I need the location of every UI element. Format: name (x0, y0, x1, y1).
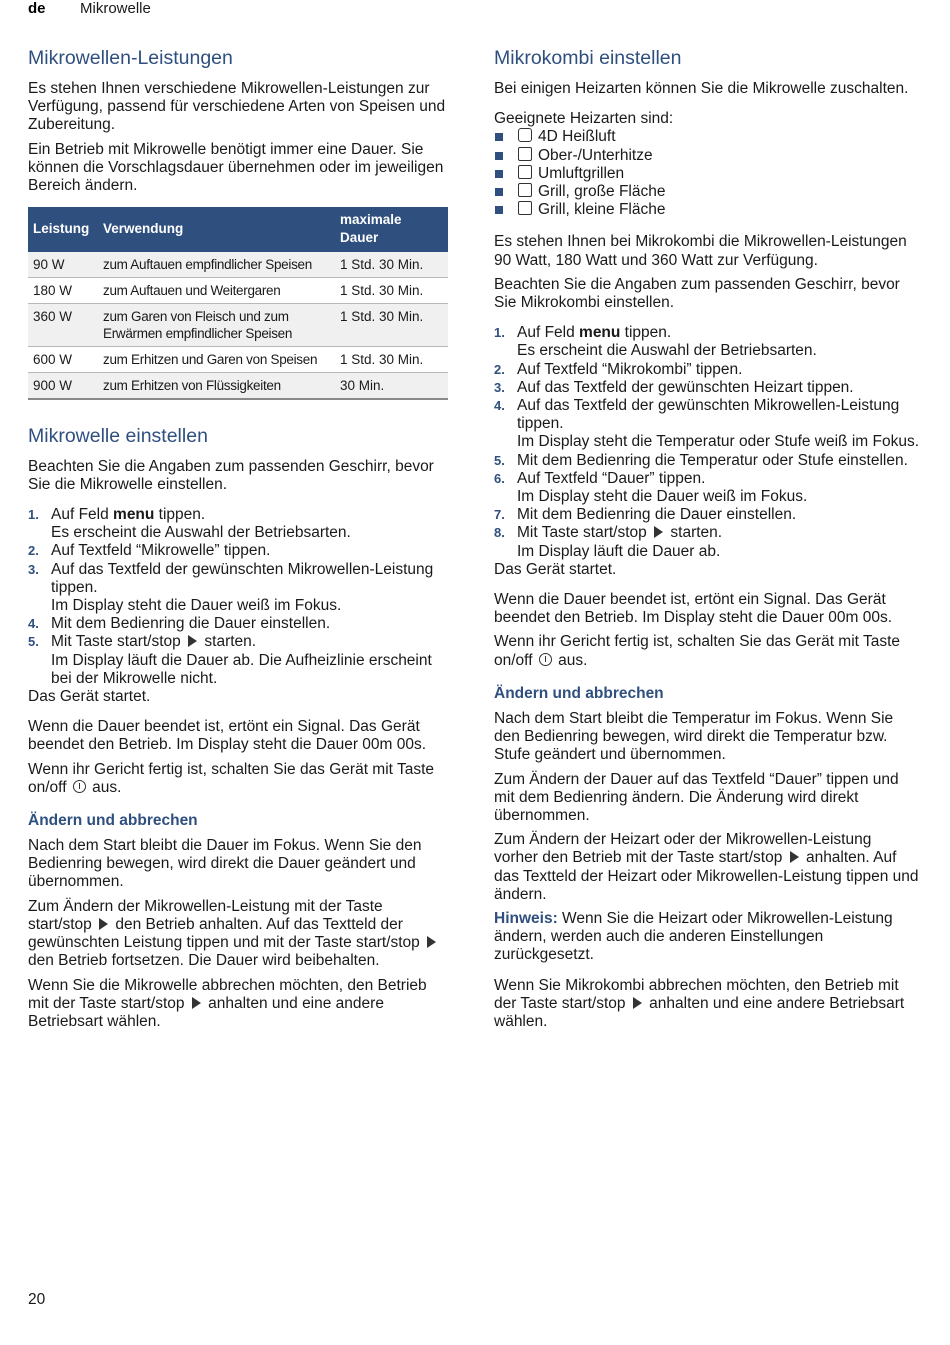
list-item (494, 361, 919, 379)
paragraph: Es stehen Ihnen verschiedene Mikrowellen-Leistungen zur Verfügung, passend für verschiedene Arten von Speisen und Zubereitung. (28, 80, 446, 134)
bullet-icon (495, 152, 503, 160)
heading-aendern-abbrechen: Ändern und abbrechen (28, 812, 198, 830)
step-number: 6. (494, 470, 505, 486)
text: Wenn ihr Gericht fertig ist, schalten Sie das Gerät mit Taste on/off (494, 633, 901, 669)
step-number: 4. (494, 398, 505, 414)
list-item (494, 147, 919, 165)
text: den Betrieb fortsetzen. Die Dauer wird beibehalten. (28, 952, 380, 970)
text: Wenn Sie Mikrokombi abbrechen möchten, den Betrieb mit der Taste start/stop (494, 976, 899, 1012)
list-item (494, 524, 919, 560)
paragraph: Nach dem Start bleibt die Dauer im Fokus. Wenn Sie den Bedienring bewegen, wird direkt die Dauer geändert und übernommen. (28, 837, 422, 891)
paragraph (28, 761, 448, 797)
step-text: Auf Textfeld “Mikrokombi” tippen. (517, 360, 743, 378)
paragraph (28, 898, 448, 971)
heading-mikrokombi-einstellen: Mikrokombi einstellen (494, 47, 682, 69)
start-stop-icon (654, 526, 663, 538)
step-text: tippen. (154, 506, 206, 524)
text: Wenn Sie die Mikrowelle abbrechen möchten, den Betrieb mit der Taste start/stop (28, 976, 427, 1012)
heading-mikrowellen-leistungen: Mikrowellen-Leistungen (28, 47, 233, 69)
heating-mode-label: 4D Heißluft (538, 128, 616, 146)
step-text: Auf Feld (517, 324, 580, 342)
text: den Betrieb anhalten. Auf das Textteld der gewünschten Leistung tippen und mit der Taste start/stop (28, 915, 425, 952)
on-off-icon (539, 653, 552, 666)
step-text: starten. (666, 524, 723, 542)
note-paragraph (494, 910, 919, 965)
menu-keyword: menu (113, 506, 155, 524)
step-text: Mit Taste start/stop (517, 524, 652, 542)
heating-mode-label: Ober-/Unterhitze (538, 146, 653, 164)
list-item (494, 506, 919, 524)
table-cell: 360 W (28, 303, 98, 346)
step-number: 2. (28, 543, 39, 559)
table-cell: 600 W (28, 346, 98, 372)
right-column (494, 46, 919, 1037)
table-cell: zum Erhitzen und Garen von Speisen (98, 346, 335, 372)
list-item (494, 470, 919, 506)
heating-modes-list (494, 128, 919, 219)
start-stop-icon (192, 997, 201, 1009)
step-number: 3. (28, 561, 39, 577)
4d-hot-air-icon (518, 128, 532, 142)
step-text: tippen. (620, 324, 672, 342)
step-result: Es erscheint die Auswahl der Betriebsarten. (517, 342, 817, 360)
steps-list (494, 324, 919, 561)
start-stop-icon (99, 918, 108, 930)
step-number: 5. (494, 452, 505, 468)
table-cell: 1 Std. 30 Min. (335, 252, 448, 278)
start-stop-icon (427, 936, 436, 948)
table-row (28, 303, 448, 346)
step-result: Im Display steht die Dauer weiß im Fokus. (517, 488, 808, 506)
paragraph: Bei einigen Heizarten können Sie die Mikrowelle zuschalten. (494, 80, 909, 97)
step-result: Im Display steht die Temperatur oder Stufe weiß im Fokus. (517, 433, 920, 451)
paragraph: Es stehen Ihnen bei Mikrokombi die Mikrowellen-Leistungen 90 Watt, 180 Watt und 360 Watt zur Verfügung. (494, 233, 907, 269)
grill-large-icon (518, 183, 532, 197)
text: aus. (87, 778, 122, 796)
step-result: Im Display läuft die Dauer ab. (517, 542, 721, 560)
step-number: 1. (494, 325, 505, 341)
paragraph (494, 977, 919, 1032)
step-text: Mit dem Bedienring die Temperatur oder Stufe einstellen. (517, 451, 908, 469)
list-item (494, 201, 919, 219)
paragraph (28, 977, 448, 1032)
table-cell: zum Auftauen empfindlicher Speisen (98, 252, 335, 278)
paragraph (494, 633, 919, 669)
list-item (494, 324, 919, 360)
paragraph: Wenn die Dauer beendet ist, ertönt ein Signal. Das Gerät beendet den Betrieb. Im Display steht die Dauer 00m 00s. (28, 718, 427, 754)
table-cell: zum Auftauen und Weitergaren (98, 277, 335, 303)
bullet-icon (495, 133, 503, 141)
list-item (494, 165, 919, 183)
paragraph (494, 831, 919, 904)
table-cell: 1 Std. 30 Min. (335, 277, 448, 303)
bullet-icon (495, 170, 503, 178)
step-number: 4. (28, 616, 39, 632)
text: aus. (553, 651, 588, 669)
step-text: Mit dem Bedienring die Dauer einstellen. (517, 506, 797, 524)
list-item (494, 183, 919, 201)
step-number: 5. (28, 634, 39, 650)
text: Wenn ihr Gericht fertig ist, schalten Sie das Gerät mit Taste on/off (28, 760, 435, 796)
note-text: Wenn Sie die Heizart oder Mikrowellen-Leistung ändern, werden auch die anderen Einstellungen zurückgesetzt. (494, 909, 893, 964)
start-stop-icon (790, 851, 799, 863)
step-text: Auf das Textfeld der gewünschten Heizart tippen. (517, 378, 854, 396)
heading-aendern-abbrechen: Ändern und abbrechen (494, 684, 664, 702)
list-item (28, 615, 448, 633)
step-text: Auf Feld (51, 506, 114, 524)
power-table (28, 207, 448, 399)
list-item (28, 542, 448, 560)
top-bottom-heat-icon (518, 147, 532, 161)
steps-list (28, 506, 448, 688)
step-result: Im Display steht die Dauer weiß im Fokus. (51, 597, 342, 615)
grill-small-icon (518, 201, 532, 215)
table-cell: 30 Min. (335, 372, 448, 399)
list-item (28, 633, 448, 688)
heading-mikrowelle-einstellen: Mikrowelle einstellen (28, 424, 208, 447)
text: anhalten und eine andere Betriebsart wählen. (494, 994, 905, 1030)
step-text: Auf das Textfeld der gewünschten Mikrowellen-Leistung tippen. (51, 560, 434, 596)
step-number: 1. (28, 507, 39, 523)
paragraph: Geeignete Heizarten sind: (494, 110, 674, 128)
paragraph: Nach dem Start bleibt die Temperatur im Fokus. Wenn Sie den Bedienring bewegen, wird direkt die Temperatur bzw. Stufe geändert und übernommen. (494, 709, 894, 764)
text: Zum Ändern der Heizart oder der Mikrowellen-Leistung vorher den Betrieb mit der Taste start/stop (494, 831, 872, 867)
page-header (28, 0, 151, 18)
paragraph: Beachten Sie die Angaben zum passenden Geschirr, bevor Sie Mikrokombi einstellen. (494, 275, 900, 312)
note-label: Hinweis: (494, 909, 558, 927)
paragraph: Das Gerät startet. (28, 688, 151, 706)
heating-mode-label: Grill, kleine Fläche (538, 201, 666, 219)
bullet-icon (495, 206, 503, 214)
menu-keyword: menu (579, 324, 621, 342)
heating-mode-label: Grill, große Fläche (538, 183, 666, 201)
list-item (494, 128, 919, 146)
heating-mode-label: Umluftgrillen (538, 164, 625, 182)
table-header-row (28, 207, 448, 251)
start-stop-icon (188, 635, 197, 647)
column-header: Verwendung (98, 207, 335, 251)
step-text: Auf Textfeld “Dauer” tippen. (517, 469, 706, 487)
text: anhalten und eine andere Betriebsart wählen. (28, 994, 384, 1030)
step-number: 8. (494, 525, 505, 541)
bullet-icon (495, 188, 503, 196)
step-text: Mit dem Bedienring die Dauer einstellen. (51, 615, 331, 633)
paragraph: Beachten Sie die Angaben zum passenden Geschirr, bevor Sie die Mikrowelle einstellen. (28, 457, 434, 493)
table-cell: zum Garen von Fleisch und zum Erwärmen empfindlicher Speisen (98, 303, 335, 346)
table-cell: 1 Std. 30 Min. (335, 303, 448, 346)
step-text: Auf Textfeld “Mikrowelle” tippen. (51, 542, 271, 560)
text: anhalten. Auf das Textteld der Heizart oder Mikrowellen-Leistung tippen und ändern. (494, 849, 919, 903)
text: Zum Ändern der Mikrowellen-Leistung mit der Taste start/stop (28, 897, 383, 933)
table-row (28, 372, 448, 399)
table-cell: 1 Std. 30 Min. (335, 346, 448, 372)
table-cell: 180 W (28, 277, 98, 303)
column-header: Leistung (28, 207, 98, 251)
start-stop-icon (633, 997, 642, 1009)
table-row (28, 252, 448, 278)
step-text: Mit Taste start/stop (51, 633, 186, 651)
step-text: starten. (200, 633, 257, 651)
step-number: 2. (494, 361, 505, 377)
table-cell: zum Erhitzen von Flüssigkeiten (98, 372, 335, 399)
table-cell: 900 W (28, 372, 98, 399)
step-result: Im Display läuft die Dauer ab. Die Aufheizlinie erscheint bei der Mikrowelle nicht. (51, 651, 432, 687)
paragraph: Zum Ändern der Dauer auf das Textfeld “Dauer” tippen und mit dem Bedienring ändern. Die Änderung wird direkt übernommen. (494, 770, 899, 824)
list-item (494, 379, 919, 397)
table-row (28, 346, 448, 372)
language-code: de (28, 0, 46, 17)
paragraph: Ein Betrieb mit Mikrowelle benötigt immer eine Dauer. Sie können die Vorschlagsdauer übernehmen oder im jeweiligen Bereich ändern. (28, 140, 444, 195)
convection-grill-icon (518, 165, 532, 179)
list-item (494, 397, 919, 452)
step-number: 7. (494, 507, 505, 523)
step-number: 3. (494, 379, 505, 395)
column-header: maximale Dauer (335, 207, 448, 251)
section-title: Mikrowelle (80, 0, 151, 17)
paragraph: Das Gerät startet. (494, 560, 617, 578)
list-item (494, 452, 919, 470)
paragraph: Wenn die Dauer beendet ist, ertönt ein Signal. Das Gerät beendet den Betrieb. Im Display steht die Dauer 00m 00s. (494, 591, 893, 627)
step-text: Auf das Textfeld der gewünschten Mikrowellen-Leistung tippen. (517, 397, 900, 433)
on-off-icon (73, 780, 86, 793)
left-column (28, 46, 448, 1037)
table-row (28, 277, 448, 303)
table-cell: 90 W (28, 252, 98, 278)
list-item (28, 561, 448, 616)
page-number: 20 (28, 1291, 46, 1308)
step-result: Es erscheint die Auswahl der Betriebsarten. (51, 524, 351, 542)
list-item (28, 506, 448, 542)
